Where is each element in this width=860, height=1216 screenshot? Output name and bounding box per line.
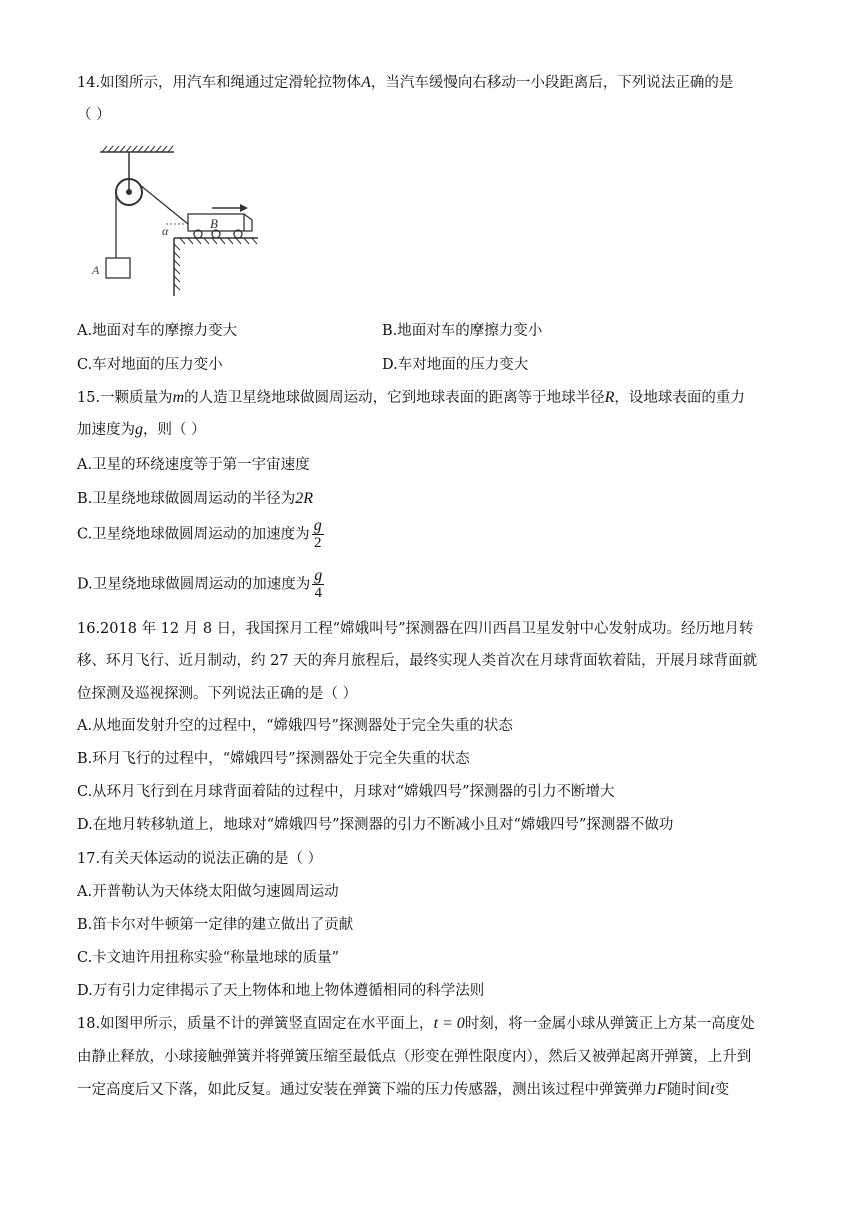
q16-option-d[interactable]: D.在地月转移轨道上，地球对“嫦娥四号”探测器的引力不断减小且对“嫦娥四号”探测器不做功 (77, 817, 674, 833)
q14-option-a[interactable]: A.地面对车的摩擦力变大 (77, 323, 238, 339)
q15-var-r: R (604, 389, 615, 406)
q18-text-5: 变 (714, 1082, 730, 1098)
q15-option-b-text: B.卫星绕地球做圆周运动的半径为 (77, 491, 296, 507)
fig-label-b: B (210, 216, 218, 231)
q17-option-d[interactable]: D.万有引力定律揭示了天上物体和地上物体遵循相同的科学法则 (77, 983, 485, 999)
q15-text-4: 加速度为 (77, 422, 135, 438)
q15-text-2: 的人造卫星绕地球做圆周运动，它到地球表面的距离等于地球半径 (184, 390, 605, 406)
q14-option-c[interactable]: C.车对地面的压力变小 (77, 357, 223, 373)
q15-option-a[interactable]: A.卫星的环绕速度等于第一宇宙速度 (77, 457, 310, 473)
q15-stem-line2 (77, 420, 206, 440)
q17-option-b[interactable]: B.笛卡尔对牛顿第一定律的建立做出了贡献 (77, 917, 354, 933)
q16-option-a[interactable]: A.从地面发射升空的过程中，“嫦娥四号”探测器处于完全失重的状态 (77, 718, 513, 734)
q16-stem-line3: 位探测及巡视探测。下列说法正确的是（ ） (77, 686, 358, 702)
fig-label-alpha: α (162, 224, 169, 238)
q18-text-3: 一定高度后又下落，如此反复。通过安装在弹簧下端的压力传感器，测出该过程中弹簧弹力 (77, 1082, 657, 1098)
pulley-car-diagram (82, 140, 282, 300)
q15-text-3: ，设地球表面的重力 (614, 390, 745, 406)
q14-paren: （ ） (77, 107, 111, 123)
q16-stem-line1: 16.2018 年 12 月 8 日，我国探月工程“嫦娥叫号”探测器在四川西昌卫星发射中心发射成功。经历地月转 (77, 621, 754, 637)
fraction-numerator: g (314, 567, 323, 584)
q15-stem-line1 (77, 388, 745, 408)
q18-var-t: t (710, 1081, 715, 1098)
q18-text-1: 18.如图甲所示，质量不计的弹簧竖直固定在水平面上， (77, 1016, 434, 1032)
q16-option-b[interactable]: B.环月飞行的过程中，“嫦娥四号”探测器处于完全失重的状态 (77, 751, 470, 767)
q16-stem-line2: 移、环月飞行、近月制动，约 27 天的奔月旅程后，最终实现人类首次在月球背面软着陆，开展月球背面就 (77, 653, 758, 669)
q14-option-d[interactable]: D.车对地面的压力变大 (382, 357, 529, 373)
q15-text-1: 15.一颗质量为 (77, 390, 173, 406)
q17-option-a[interactable]: A.开普勒认为天体绕太阳做匀速圆周运动 (77, 884, 339, 900)
fraction-numerator: g (313, 517, 322, 534)
q14-stem-part1: 14.如图所示，用汽车和绳通过定滑轮拉物体 (77, 75, 362, 91)
q18-stem-line3 (77, 1080, 729, 1100)
fig-label-a: A (92, 263, 100, 277)
q15-option-c-fraction (312, 518, 324, 551)
q14-stem-part2: ，当汽车缓慢向右移动一小段距离后，下列说法正确的是 (370, 75, 734, 91)
q18-text-2: 时刻，将一金属小球从弹簧正上方某一高度处 (464, 1016, 755, 1032)
q15-text-5: ，则（ ） (143, 422, 206, 438)
q15-option-b-value: 2R (295, 490, 314, 507)
q15-option-d-text: D.卫星绕地球做圆周运动的加速度为 (77, 576, 311, 593)
q18-text-4: 随时间 (666, 1082, 711, 1098)
q17-stem: 17.有关天体运动的说法正确的是（ ） (77, 851, 323, 867)
q18-var-f: F (657, 1081, 667, 1098)
q18-t-equals-zero: t = 0 (433, 1015, 465, 1032)
q15-var-g: g (135, 421, 143, 438)
q18-stem-line1 (77, 1014, 755, 1034)
q15-option-d-fraction (312, 568, 324, 601)
fraction-denominator: 2 (313, 535, 322, 551)
q15-var-m: m (172, 389, 185, 406)
q18-stem-line2: 由静止释放，小球接触弹簧并将弹簧压缩至最低点（形变在弹性限度内），然后又被弹起离开弹簧，上升到 (77, 1049, 752, 1065)
q16-option-c[interactable]: C.从环月飞行到在月球背面着陆的过程中，月球对“嫦娥四号”探测器的引力不断增大 (77, 784, 615, 800)
fraction-denominator: 4 (314, 585, 322, 601)
q15-option-d[interactable] (77, 568, 324, 601)
q15-option-c-text: C.卫星绕地球做圆周运动的加速度为 (77, 526, 310, 543)
q14-var-a: A (361, 74, 371, 91)
q15-option-c[interactable] (77, 518, 324, 551)
q14-option-b[interactable]: B.地面对车的摩擦力变小 (382, 323, 543, 339)
q15-option-b[interactable] (77, 489, 313, 509)
q17-option-c[interactable]: C.卡文迪许用扭称实验“称量地球的质量” (77, 950, 340, 966)
q14-stem (77, 73, 733, 93)
